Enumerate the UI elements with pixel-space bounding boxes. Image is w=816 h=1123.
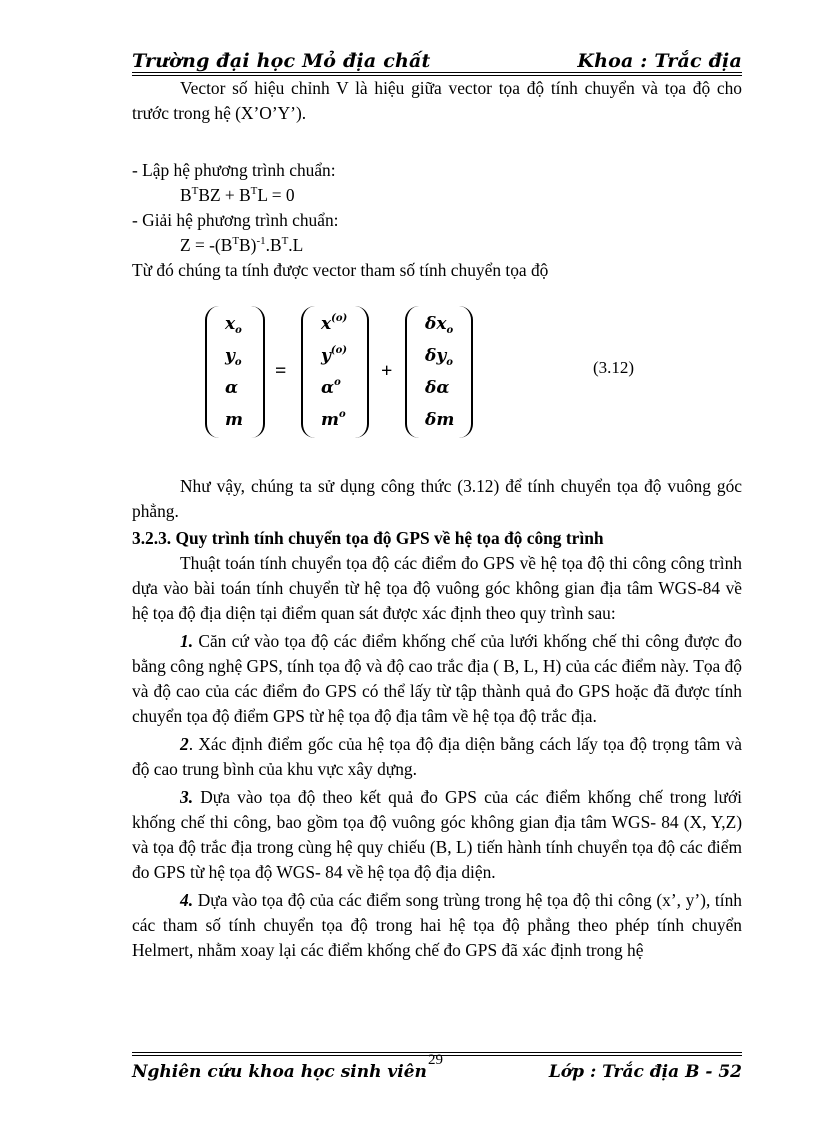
step-3: 3. Dựa vào tọa độ theo kết quả đo GPS của các điểm khống chế trong lưới khống chế thi công, bao gồm tọa độ vuông góc không gian địa tâm WGS- 84 (X, Y,Z) và tọa độ trắc địa trong cùng hệ quy chiếu (B, L) tiến hành tính chuyển tọa độ các điểm đo GPS từ hệ tọa độ WGS- 84 về hệ tọa độ địa diện. xyxy=(132,787,742,882)
plus-sign: + xyxy=(381,360,393,382)
footer-class: Lớp : Trắc địa B - 52 xyxy=(548,1062,742,1082)
body-main xyxy=(132,474,742,963)
body-top xyxy=(132,76,742,126)
paragraph-vector: Vector số hiệu chỉnh V là hiệu giữa vector tọa độ tính chuyển và tọa độ cho trước trong hệ (X’O’Y’). xyxy=(132,78,742,123)
step-4: 4. Dựa vào tọa độ của các điểm song trùng trong hệ tọa độ thi công (x’, y’), tính các tham số tính chuyển tọa độ trong hai hệ tọa độ phẳng theo phép tính chuyển Helmert, nhằm xoay lại các điểm khống chế đo GPS đã xác định trong hệ xyxy=(132,890,742,960)
step-1: 1. Căn cứ vào tọa độ các điểm khống chế của lưới khống chế thi công được đo bằng công nghệ GPS, tính tọa độ và độ cao trắc địa ( B, L, H) của các điểm này. Tọa độ và độ cao của các điểm đo GPS có thể lấy từ tập thành quả đo GPS hoặc đã được tính chuyển tọa độ điểm GPS từ hệ tọa độ địa tâm về hệ tọa độ trắc địa. xyxy=(132,631,742,726)
matrix-corrections: $\delta x_o$ $\delta y_o$ δα δm xyxy=(405,306,473,438)
matrix-lhs: $x_o$ $y_o$ α m xyxy=(205,306,265,438)
equation-number: (3.12) xyxy=(593,358,635,377)
step-2: 2. Xác định điểm gốc của hệ tọa độ địa diện bằng cách lấy tọa độ trọng tâm và độ cao trung bình của khu vực xây dựng. xyxy=(132,734,742,779)
section-heading: 3.2.3. Quy trình tính chuyển tọa độ GPS về hệ tọa độ công trình xyxy=(132,528,604,548)
paragraph-vector-params: Từ đó chúng ta tính được vector tham số tính chuyển tọa độ xyxy=(132,260,549,280)
footer-research: Nghiên cứu khoa học sinh viên xyxy=(132,1062,427,1082)
step-2-number: 2 xyxy=(180,734,189,754)
page-footer xyxy=(132,1052,742,1082)
page-header xyxy=(132,50,742,72)
matrix-initial: $x^{(o)}$ $y^{(o)}$ $\alpha^o$ $m^o$ xyxy=(301,306,369,438)
header-faculty: Khoa : Trắc địa xyxy=(577,50,742,72)
body-equations xyxy=(132,158,742,283)
paragraph-algorithm: Thuật toán tính chuyển tọa độ các điểm đo GPS về hệ tọa độ thi công công trình dựa vào bài toán tính chuyển từ hệ tọa độ vuông góc không gian địa tâm WGS-84 về hệ tọa độ địa diện tại điểm quan sát được xác định theo quy trình sau: xyxy=(132,553,742,623)
bullet-normal-eq: - Lập hệ phương trình chuẩn: xyxy=(132,160,336,180)
equals-sign: = xyxy=(275,360,287,382)
step-4-number: 4. xyxy=(180,890,194,910)
equation-normal: $B^TBZ + B^TL = 0$ xyxy=(180,185,295,205)
step-3-number: 3. xyxy=(180,787,194,807)
page-number: 29 xyxy=(428,1052,443,1068)
paragraph-conclusion: Như vậy, chúng ta sử dụng công thức (3.12) để tính chuyển tọa độ vuông góc phẳng. xyxy=(132,476,742,521)
header-rule xyxy=(132,72,742,73)
matrix-equation xyxy=(205,306,665,444)
equation-solution: $Z = -(B^TB)^{-1}.B^T.L$ xyxy=(180,235,304,255)
bullet-solve-eq: - Giải hệ phương trình chuẩn: xyxy=(132,210,339,230)
header-university: Trường đại học Mỏ địa chất xyxy=(132,50,431,72)
step-1-number: 1. xyxy=(180,631,194,651)
